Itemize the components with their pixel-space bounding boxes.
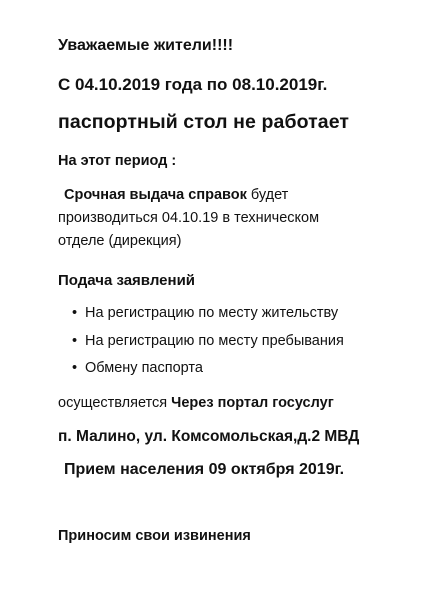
- apology-text: Приносим свои извинения: [58, 528, 251, 544]
- urgent-certificates-label: Срочная выдача справок: [64, 187, 247, 203]
- list-item: [72, 305, 338, 321]
- urgent-certificates-line-1: [64, 187, 288, 203]
- bullet-icon: •: [72, 305, 78, 321]
- bullet-icon: •: [72, 360, 78, 376]
- closure-dates: С 04.10.2019 года по 08.10.2019г.: [58, 75, 328, 94]
- greeting-heading: Уважаемые жители!!!!: [58, 37, 234, 54]
- office-address: п. Малино, ул. Комсомольская,д.2 МВД: [58, 428, 360, 445]
- applications-heading: Подача заявлений: [58, 272, 196, 289]
- list-item: [72, 333, 344, 349]
- urgent-certificates-line-2: производиться 04.10.19 в техническом: [58, 210, 320, 226]
- list-item-text: На регистрацию по месту жительству: [85, 305, 339, 321]
- list-item-text: Обмену паспорта: [85, 360, 203, 376]
- via-portal-line: [58, 395, 334, 411]
- via-portal-name: Через портал госуслуг: [171, 395, 334, 411]
- period-heading: На этот период :: [58, 153, 177, 169]
- list-item: [72, 360, 203, 376]
- via-prefix: осуществляется: [58, 395, 172, 411]
- urgent-certificates-text: будет: [246, 187, 289, 203]
- urgent-certificates-line-3: отделе (дирекция): [58, 233, 182, 249]
- list-item-text: На регистрацию по месту пребывания: [85, 333, 344, 349]
- closure-statement: паспортный стол не работает: [58, 111, 350, 133]
- reception-date: Прием населения 09 октября 2019г.: [64, 461, 345, 478]
- bullet-icon: •: [72, 333, 78, 349]
